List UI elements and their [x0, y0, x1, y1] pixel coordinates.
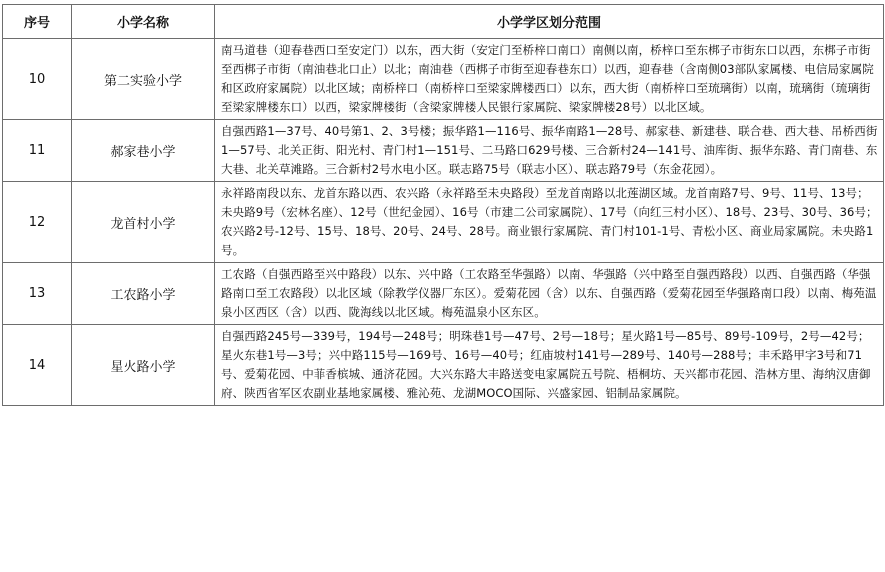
row-number: 10: [3, 39, 72, 120]
header-school-name: 小学名称: [72, 5, 215, 39]
table-header: [3, 5, 884, 39]
header-row: [3, 5, 884, 39]
table-body: [3, 39, 884, 406]
row-number: 14: [3, 325, 72, 406]
header-district-range: 小学学区划分范围: [215, 5, 884, 39]
district-range: 自强西路245号—339号，194号—248号；明珠巷1号—47号、2号—18号；星火路1号—85号、89号-109号，2号—42号；星火东巷1号—3号；兴中路115号—169号、16号—40号；红庙坡村141号—289号、140号—288号；丰禾路甲字3号和71号、爱菊花园、中菲香槟城、通济花园。大兴东路大丰路送变电家属院五号院、梧桐坊、天兴都市花园、浩林方里、海纳汉唐御府、陕西省军区农副业基地家属楼、雅沁苑、龙湖MOCO国际、兴盛家园、铝制品家属院。: [215, 325, 884, 406]
table-row: [3, 263, 884, 325]
district-range: 工农路（自强西路至兴中路段）以东、兴中路（工农路至华强路）以南、华强路（兴中路至自强西路段）以西、自强西路（华强路南口至工农路段）以北区域（除教学仪器厂东区）。爱菊花园（含）以东、自强西路（爱菊花园至华强路南口段）以南、梅苑温泉小区西区（含）以西、陇海线以北区域。梅苑温泉小区东区。: [215, 263, 884, 325]
table-row: [3, 120, 884, 182]
table-row: [3, 39, 884, 120]
district-range: 永祥路南段以东、龙首东路以西、农兴路（永祥路至未央路段）至龙首南路以北莲湖区域。龙首南路7号、9号、11号、13号；未央路9号（宏林名座）、12号（世纪金园）、16号（市建二公司家属院）、17号（向红三村小区）、18号、23号、30号、36号；农兴路2号-12号、15号、18号、20号、24号、28号。商业银行家属院、青门村101-1号、青松小区、商业局家属院。未央路1号。: [215, 182, 884, 263]
school-name: 星火路小学: [72, 325, 215, 406]
row-number: 11: [3, 120, 72, 182]
table-row: [3, 325, 884, 406]
header-number: 序号: [3, 5, 72, 39]
school-name: 第二实验小学: [72, 39, 215, 120]
district-range: 自强西路1—37号、40号第1、2、3号楼；振华路1—116号、振华南路1—28号、郝家巷、新建巷、联合巷、西大巷、吊桥西街1—57号、北关正街、阳光村、青门村1—151号、二马路口629号楼、三合新村24—141号、油库街、振华东路、青门南巷、东大巷、北关草滩路。三合新村2号水电小区。联志路75号（联志小区）、联志路79号（东金花园）。: [215, 120, 884, 182]
school-name: 郝家巷小学: [72, 120, 215, 182]
school-district-table: [2, 4, 884, 406]
table-row: [3, 182, 884, 263]
school-name: 龙首村小学: [72, 182, 215, 263]
row-number: 12: [3, 182, 72, 263]
district-range: 南马道巷（迎春巷西口至安定门）以东，西大街（安定门至桥梓口南口）南侧以南，桥梓口至东梆子市街东口以西，东梆子市街至西梆子市街（南油巷北口止）以北；南油巷（西梆子市街至迎春巷东口）以西，迎春巷（含南侧03部队家属楼、电信局家属院和区政府家属院）以北区域；南桥梓口（南桥梓口至梁家牌楼西口）以东，西大街（南桥梓口至琉璃街）以南，琉璃街（琉璃街至梁家牌楼东口）以西，梁家牌楼街（含梁家牌楼人民银行家属院、梁家牌楼28号）以北区域。: [215, 39, 884, 120]
row-number: 13: [3, 263, 72, 325]
school-name: 工农路小学: [72, 263, 215, 325]
